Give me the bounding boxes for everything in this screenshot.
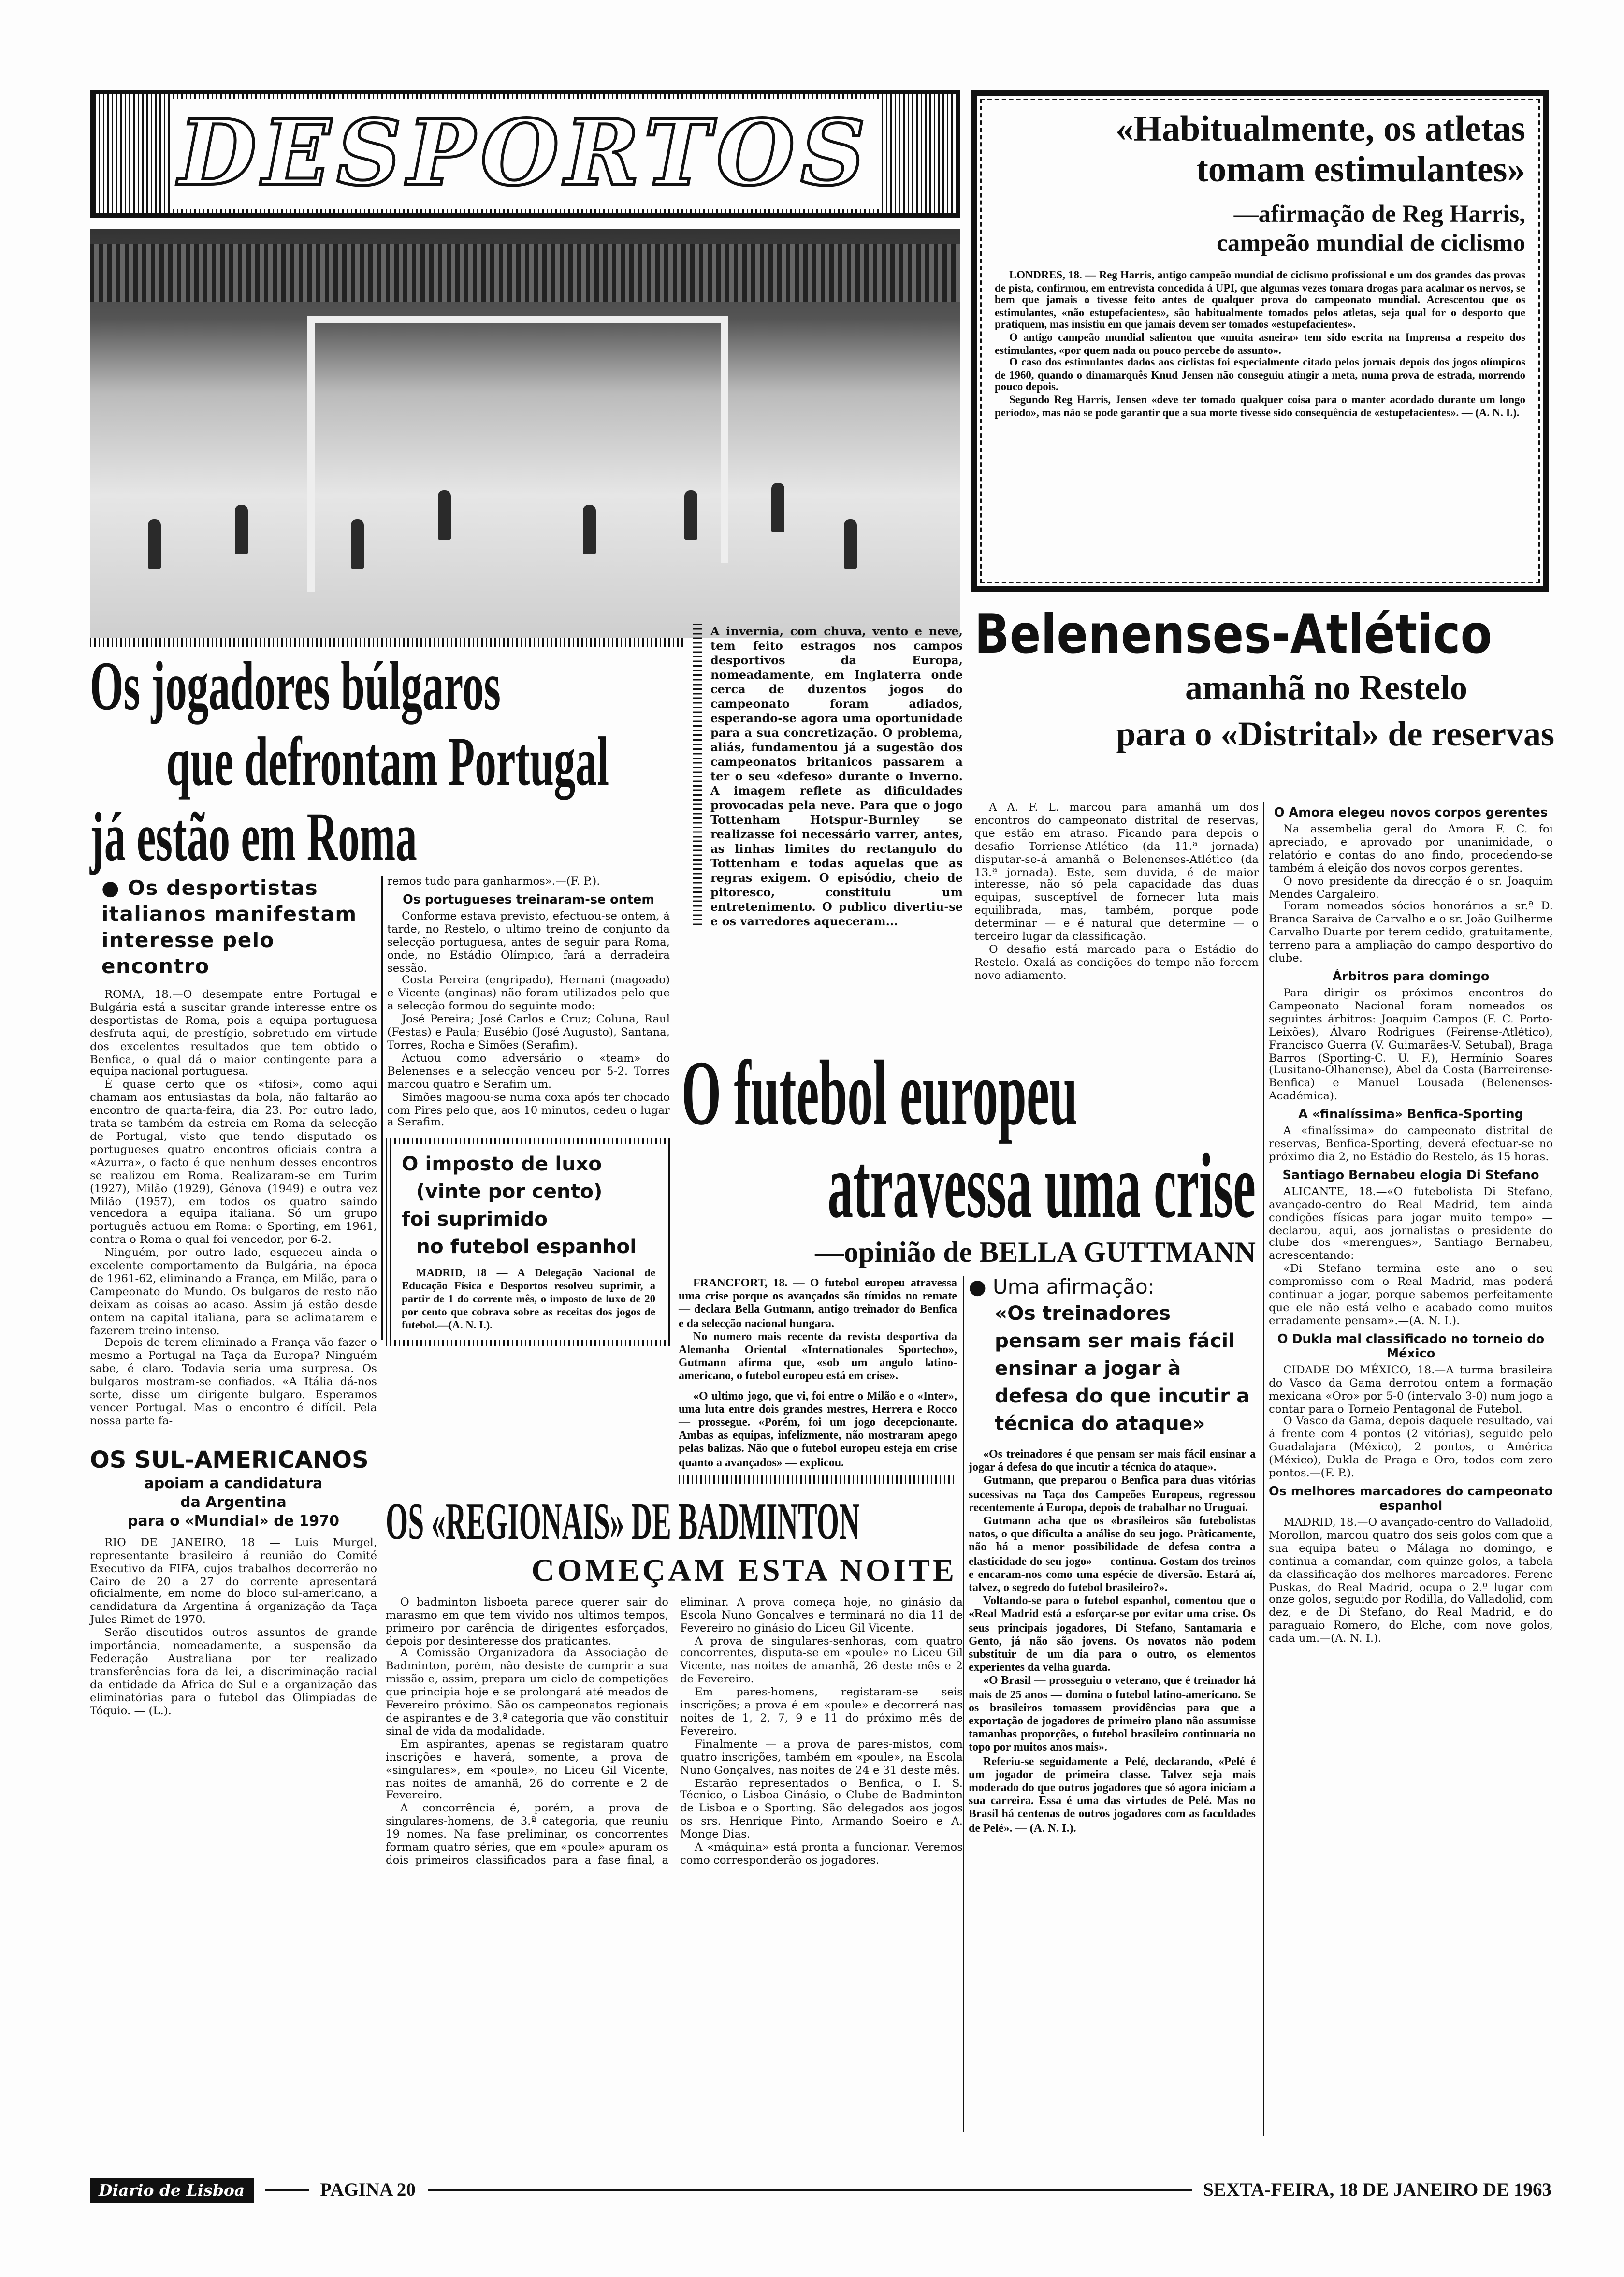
newspaper-logo: Diario de Lisboa	[90, 2178, 253, 2203]
guttmann-paragraph: «O Brasil — prosseguiu o veterano, que é treinador há mais de 25 anos — domina o futebol latino-americano. Se os brasileiros tomassem providências para que a exportação de jogadores de primeiro plano não assumisse tamanhas proporções, o futebol brasileiro continuaria no topo por muitos anos mais».	[969, 1674, 1256, 1754]
badminton-body	[386, 1597, 963, 1868]
guttmann-paragraph: No numero mais recente da revista desportiva da Alemanha Oriental «Internationales Sportecho», Gutmann afirma que, «sob um angulo latino-americano, o futebol europeu está em crise».	[679, 1329, 957, 1383]
badminton-paragraph: A prova de singulares-senhoras, com quatro concorrentes, disputa-se em «poule» no Liceu Gil Vicente, nas noites de amanhã, 26 deste mês e 2 de Fevereiro.	[680, 1634, 963, 1686]
marcadores-body: MADRID, 18.—O avançado-centro do Valladolid, Morollon, marcou quatro dos seis golos com que a sua equipa bateu o Málaga no domingo, e continua a comandar, com quinze golos, a tabela da classificação dos melhores marcadores. Ferenc Puskas, do Real Madrid, ocupa o 2.º lugar com onze golos, seguido por Rodilla, do Valladolid, com dez, e de Di Stefano, do Real Madrid, e do paraguaio Romero, do Elche, com nove golos, cada um.—(A. N. I.).	[1269, 1515, 1553, 1645]
treino-paragraph: Actuou como adversário o «team» do Belenenses e a selecção venceu por 5-2. Torres marcou quatro e Serafim um.	[387, 1051, 670, 1091]
guttmann-paragraph: Referiu-se seguidamente a Pelé, declarando, «Pelé é um jogador de primeira classe. Talvez seja mais moderado do que outros jogadores que só agora iniciam a sua carreira. Essa é uma das virtudes de Pelé. Mas no Brasil há centenas de outros jogadores com as faculdades de Pelé». — (A. N. I.).	[969, 1754, 1256, 1835]
guttmann-paragraph: «O ultimo jogo, que vi, foi entre o Milão e o «Inter», uma luta entre dois grandes mestres, Herrera e Rocco — prossegue. «Porém, foi um jogo decepcionante. Ambas as equipas, infelizmente, não mostraram apego pelas balizas. Não que o futebol europeu esteja em crise quanto a avançados» — explicou.	[679, 1388, 957, 1469]
right-column	[1269, 802, 1553, 1646]
bulgaros-headline-line: já estão em Roma	[90, 799, 417, 876]
finalissima-headline: A «finalíssima» Benfica-Sporting	[1298, 1108, 1523, 1123]
imposto-headline: O imposto de luxo	[402, 1153, 602, 1177]
guttmann-paragraph: «Os treinadores é que pensam ser mais fácil ensinar a jogar á defesa do que incutir a técnica do ataque».	[969, 1447, 1256, 1474]
imposto-headline: foi suprimido	[402, 1208, 548, 1232]
arbitros-body: Para dirigir os próximos encontros do Campeonato Nacional foram nomeados os seguintes árbitros: Joaquim Campos (F. C. Porto-Leixões), Álvaro Rodrigues (Feirense-Atlético), Francisco Guerra (V. Guimarães-V. Setubal), Braga Barros (Sporting-C. U. F.), Hermínio Soares (Lusitano-Olhanense), Abel da Costa (Barreirense-Benfica) e Manuel Lousada (Belenenses-Académica).	[1269, 986, 1553, 1103]
treino-paragraph: Costa Pereira (engripado), Hernani (magoado) e Vicente (anginas) não foram utilizados pelo que a selecção formou do seguinte modo:	[387, 974, 670, 1013]
bulgaros-paragraph: É quase certo que os «tifosi», como aqui chamam aos entusiastas da bola, não faltarão ao encontro de quarta-feira, dia 23. Por outro lado, trata-se também da estreia em Roma da selecção de Portugal, visto que tendo disputado os portugueses quatro encontros oficiais contra a «Azurra», o facto é que nenhum desses encontros se realizou em Roma. Realizaram-se em Turim (1927), Milão (1929), Génova (1949) e outra vez Milão (1957), em todos os quatro saindo vencedora a equipa italiana. Só um grupo português actuou em Roma: o Sporting, em 1961, contra o Roma o qual foi vencedor, por 6-2.	[90, 1078, 377, 1246]
page-footer	[90, 2175, 1552, 2204]
guttmann-paragraph: Gutmann, que preparou o Benfica para duas vitórias sucessivas na Taça dos Campeões Europeus, regressou recentemente á Europa, depois de trabalhar no Uruguai.	[969, 1474, 1256, 1514]
amora-headline: O Amora elegeu novos corpos gerentes	[1274, 806, 1548, 821]
imposto-box	[386, 1139, 671, 1346]
guttmann-subhead: —opinião de BELLA GUTTMANN	[815, 1237, 1256, 1269]
harris-subhead-1: —afirmação de Reg Harris,	[1233, 200, 1525, 228]
bulgaros-subhead: ● Os desportistas italianos manifestam interesse pelo encontro	[102, 877, 357, 979]
sulamericanos-headline: OS SUL-AMERICANOS	[90, 1445, 369, 1474]
bullet-icon: ●	[969, 1276, 993, 1299]
left-column	[90, 876, 377, 1718]
sulamericanos-subhead: para o «Mundial» de 1970	[127, 1514, 340, 1530]
guttmann-kicker: Uma afirmação:	[993, 1276, 1155, 1299]
belenenses-headline-1: Belenenses-Atlético	[974, 603, 1493, 666]
belenenses-headline-3: para o «Distrital» de reservas	[1116, 716, 1554, 754]
dukla-headline: O Dukla mal classificado no torneio do México	[1277, 1332, 1545, 1362]
guttmann-headline-line: atravessa uma crise	[827, 1134, 1256, 1237]
belenenses-headline-2: amanhã no Restelo	[1185, 670, 1467, 708]
imposto-headline: (vinte por cento)	[416, 1181, 603, 1204]
marcadores-headline: Os melhores marcadores do campeonato espanhol	[1269, 1485, 1553, 1514]
belenenses-column	[974, 802, 1259, 983]
harris-subhead-2: campeão mundial de ciclismo	[1217, 229, 1525, 257]
bulgaros-paragraph: Depois de terem eliminado a França vão fazer o mesmo a Portugal na Taça da Europa? Ninguém sabe, é claro. Todavia seria uma surpresa. Os bulgaros mostram-se confiados. «A Itália dá-nos sorte, disse um dirigente bulgaro. Esperamos vencer Portugal. Mas o encontro é difícil. Pela nossa parte fa-	[90, 1336, 377, 1427]
page-number: PAGINA 20	[320, 2178, 416, 2200]
dukla-paragraph: O Vasco da Gama, depois daquele resultado, vai á frente com 4 pontos (2 vitórias), seguido pelo Guadalajara (México), 2 pontos, o América (México), Dukla de Praga e Oro, todos com zero pontos.—(F. P.).	[1269, 1415, 1553, 1480]
harris-article	[972, 90, 1549, 592]
bernabeu-paragraph: ALICANTE, 18.—«O futebolista Di Stefano, avançado-centro do Real Madrid, tem ainda condições físicas para jogar muito tempo» — declarou, aqui, aos jornalistas o presidente do clube dos «merengues», Santiago Bernabeu, acrescentando:	[1269, 1184, 1553, 1263]
photo-caption: A invernia, com chuva, vento e neve, tem feito estragos nos campos desportivos da Europa, nomeadamente, em Inglaterra onde cerca de duzentos jogos do campeonato foram adiados, esperando-se agora uma oportunidade para a sua concretização. O problema, aliás, fundamentou já a sugestão dos campeonatos britanicos passarem a ter o seu «defeso» durante o Inverno. A imagem reflete as dificuldades provocadas pela neve. Para que o jogo Tottenham Hotspur-Burnley se realizasse foi necessário varrer, antes, as linhas limites do rectangulo do Tottenham e todas aquelas que as regras exigem. O episódio, cheio de pitoresco, constituiu um entretenimento. O publico divertiu-se e os varredores aqueceram...	[710, 624, 963, 928]
badminton-paragraph: A Comissão Organizadora da Associação de Badminton, porém, não desiste de cumprir a sua missão e, assim, prepara um ciclo de competições que principia hoje e se prolongará até meados de Fevereiro próximo. São os campeonatos regionais de aspirantes e de 3.ª categoria que vão constituir sinal de vida da modalidade.	[386, 1647, 668, 1737]
belenenses-paragraph: A A. F. L. marcou para amanhã um dos encontros do campeonato distrital de reservas, que estão em atraso. Ficando para depois o desafio Torriense-Atlético (da 11.ª jornada) disputar-se-á amanhã o Belenenses-Atlético (da 13.ª jornada). Este, sem duvida, é de maior interesse, não só pela capacidade das duas equipas, susceptível de fornecer luta mais equilibrada, mas, também, porque pode determinar — e é natural que determine — o terceiro lugar da classificação.	[974, 801, 1259, 943]
treino-column	[386, 876, 670, 1130]
bulgaros-paragraph: remos tudo para ganharmos».—(F. P.).	[387, 875, 600, 888]
imposto-body: MADRID, 18 — A Delegação Nacional de Educação Física e Desportos resolveu suprimir, a partir de 1 do corrente mês, o imposto de luxo de 20 por cento que cobrava sobre as receitas dos jogos de futebol.—(A. N. I.).	[402, 1266, 655, 1331]
treino-subhead: Os portugueses treinaram-se ontem	[403, 893, 654, 908]
bulgaros-headline	[90, 650, 674, 876]
sulamericanos-paragraph: Serão discutidos outros assuntos de grande importância, nomeadamente, a suspensão da Federação Australiana por ter realizado transferências fora da lei, a discriminação racial da entidade da Africa do Sul e a organização das eliminatórias para o futebol das Olimpíadas de Tóquio. — (L.).	[90, 1626, 377, 1717]
harris-paragraph: O caso dos estimulantes dados aos ciclistas foi especialmente citado pelos jornais depois dos jogos olímpicos de 1960, quando o dinamarquês Knud Jensen não conseguiu atingir a meta, numa prova de estrada, morrendo pouco depois.	[995, 355, 1525, 394]
treino-and-imposto	[386, 876, 670, 1346]
section-title: DESPORTOS	[170, 99, 880, 209]
issue-date: SEXTA-FEIRA, 18 DE JANEIRO DE 1963	[1203, 2178, 1552, 2200]
finalissima-body: A «finalíssima» do campeonato distrital de reservas, Benfica-Sporting, deverá efectuar-se no próximo dia 2, no Estádio do Restelo, ás 15 horas.	[1269, 1124, 1553, 1163]
bulgaros-headline-line: Os jogadores búlgaros	[90, 648, 501, 725]
badminton-paragraph: O badminton lisboeta parece querer sair do marasmo em que tem vivido nos ultimos tempos, primeiro por carência de dirigentes esforçados, depois por desinteresse dos praticantes.	[386, 1595, 668, 1647]
guttmann-quote: «Os treinadores pensam ser mais fácil ensinar a jogar à defesa do que incutir a técnica do ataque»	[995, 1302, 1250, 1436]
guttmann-paragraph: Voltando-se para o futebol espanhol, comentou que o «Real Madrid está a esforçar-se por evitar uma crise. Os seus principais jogadores, Di Stefano, Santamaria e Gento, já não são jovens. Os novatos não podem substituir de um dia para o outro, os elementos experientes da velha guarda.	[969, 1594, 1256, 1674]
harris-paragraph: Segundo Reg Harris, Jensen «deve ter tomado qualquer coisa para o manter acordado durante um longo período», mas não se pode garantir que a sua morte tivesse sido consequência de «estupefacientes». — (A. N. I.).	[995, 393, 1525, 419]
middle-region	[386, 876, 963, 1868]
section-masthead	[90, 90, 960, 218]
arbitros-headline: Árbitros para domingo	[1332, 970, 1490, 985]
harris-paragraph: LONDRES, 18. — Reg Harris, antigo campeão mundial de ciclismo profissional e um dos grandes das provas de pista, confirmou, em entrevista concedida á UPI, que algumas vezes tomara drogas para acalmar os nervos, se bem que jamais o tivesse feito antes de qualquer prova do campeonato mundial. Acrescentou que os estimulantes, «não estupefacientes», são habitualmente tomados pelos atletas, seja qual for o desporto que pratiquem, mas insistiu em que jamais devem ser tomados «estupefacientes».	[995, 268, 1525, 332]
amora-paragraph: O novo presidente da direcção é o sr. Joaquim Mendes Cargaleiro.	[1269, 874, 1553, 900]
sulamericanos-paragraph: RIO DE JANEIRO, 18 — Luis Murgel, representante brasileiro á reunião do Comité Executivo da FIFA, cujos trabalhos decorrerão no Cairo de 20 a 27 do corrente apresentará oficialmente, em nome do bloco sul-americano, a candidatura da Argentina á organização da Taça Jules Rimet de 1970.	[90, 1535, 377, 1626]
badminton-paragraph: A concorrência é, porém, a prova de singulares-homens, de 3.ª categoria, que reuniu 19 nomes. Na fase preliminar, os concorrentes formam quatro séries, que em «poule» apuram os dois primeiros classificados para a fase final, a eliminar. A prova começa hoje, no ginásio da Escola Nuno Gonçalves e terminará no dia 11 de Fevereiro no ginásio do Liceu Gil Vicente.	[386, 1595, 963, 1867]
harris-headline-1: «Habitualmente, os atletas	[1116, 110, 1525, 149]
guttmann-paragraph: Gutmann acha que os «brasileiros são futebolistas natos, o que dificulta a análise do seu jogo. Pràticamente, não há a menor possibilidade de defesa contra a elasticidade do seu jogo» — continua. Gostam dos treinos e encaram-nos como uma espécie de diversão. Estará aí, talvez, o segredo do futebol brasileiro?».	[969, 1514, 1256, 1594]
amora-paragraph: Foram nomeados sócios honorários a sr.ª D. Branca Saraiva de Carvalho e o sr. João Guilherme Carvalho Duarte por terem cedido, gratuitamente, terreno para a ampliação do campo desportivo do clube.	[1269, 900, 1553, 965]
harris-headline-2: tomam estimulantes»	[1196, 151, 1525, 190]
snow-football-photo	[90, 229, 960, 638]
bulgaros-paragraph: Ninguém, por outro lado, esqueceu ainda o excelente comportamento da Bulgária, na época de 1961-62, eliminando a França, em Milão, para o Campeonato do Mundo. Os bulgaros de resto não deixam as coisas ao acaso. Assim já estão desde ontem na capital italiana, para se aclimatarem e fazerem treino intenso.	[90, 1246, 377, 1337]
treino-paragraph: Conforme estava previsto, efectuou-se ontem, á tarde, no Restelo, o ultimo treino de conjunto da selecção portuguesa, antes de seguir para Roma, onde, no Estádio Olímpico, fará a derradeira sessão.	[387, 909, 670, 974]
guttmann-headline-line: O futebol europeu	[682, 1041, 1078, 1144]
sulamericanos-article	[90, 1445, 377, 1718]
bernabeu-paragraph: «Di Stefano termina este ano o seu compromisso com o Real Madrid, mas poderá continuar a jogar, porque sabemos perfeitamente que ele não está velho e acabado como muitos erradamente pensam».—(A. N. I.).	[1269, 1262, 1553, 1327]
badminton-subheadline: COMEÇAM ESTA NOITE	[531, 1551, 957, 1588]
guttmann-column-2	[969, 1276, 1256, 1835]
guttmann-paragraph: FRANCFORT, 18. — O futebol europeu atravessa uma crise porque os avançados são tímidos no remate — declara Bella Gutmann, antigo treinador do Benfica e da selecção nacional hungara.	[679, 1276, 957, 1329]
sulamericanos-subhead: da Argentina	[180, 1495, 287, 1511]
imposto-headline: no futebol espanhol	[416, 1236, 637, 1259]
badminton-paragraph: Finalmente — a prova de pares-mistos, com quatro inscrições, também em «poule», na Escola Nuno Gonçalves, nas noites de 24 e 31 deste mês.	[680, 1737, 963, 1776]
belenenses-paragraph: O desafio está marcado para o Estádio do Restelo. Oxalá as condições do tempo não forcem novo adiamento.	[974, 942, 1259, 982]
badminton-headline: OS «REGIONAIS» DE BADMINTON	[386, 1492, 860, 1550]
bulgaros-left-column	[90, 876, 377, 1428]
treino-paragraph: Simões magoou-se numa coxa após ter chocado com Pires pelo que, aos 10 minutos, cedeu o lugar a Serafim.	[387, 1090, 670, 1129]
bulgaros-headline-line: que defrontam Portugal	[166, 724, 609, 801]
badminton-paragraph: Estarão representados o Benfica, o I. S. Técnico, o Lisboa Ginásio, o Clube de Badminton de Lisboa e o Sporting. São delegados aos jogos os srs. Henrique Pinto, Armando Soeiro e A. Monge Dias.	[680, 1776, 963, 1841]
amora-paragraph: Na assembelia geral do Amora F. C. foi apreciado, e aprovado por unanimidade, o relatório e contas do ano findo, procedendo-se também á eleição dos novos corpos gerentes.	[1269, 822, 1553, 875]
bernabeu-headline: Santiago Bernabeu elogia Di Stefano	[1282, 1168, 1539, 1183]
treino-paragraph: José Pereira; José Carlos e Cruz; Coluna, Raul (Festas) e Paula; Eusébio (José Augusto), Santana, Torres, Rocha e Simões (Serafim).	[387, 1012, 670, 1051]
badminton-paragraph: Em pares-homens, registaram-se seis inscrições; a prova é em «poule» e decorrerá nas noites de 1, 2, 7, 9 e 11 do próximo mês de Fevereiro.	[680, 1685, 963, 1737]
badminton-paragraph: A «máquina» está pronta a funcionar. Veremos como corresponderão os jogadores.	[680, 1840, 963, 1867]
bulgaros-paragraph: ROMA, 18.—O desempate entre Portugal e Bulgária está a suscitar grande interesse entre os desportistas de Roma, pois a equipa portuguesa desfruta aqui, de prestígio, sobretudo em virtude dos excelentes resultados que tem obtido o Benfica, o qual dá o maior contingente para a equipa nacional portuguesa.	[90, 988, 377, 1079]
harris-paragraph: O antigo campeão mundial salientou que «muita asneira» tem sido escrita na Imprensa a respeito dos estimulantes, «por quem nada ou pouco percebe do assunto».	[995, 330, 1525, 356]
bulgaros-subhead-text: Os desportistas italianos manifestam interesse pelo encontro	[102, 877, 357, 979]
dukla-paragraph: CIDADE DO MÉXICO, 18.—A turma brasileira do Vasco da Gama derrotou ontem a formação mexicana «Oro» por 5-0 (intervalo 3-0) num jogo a contar para o Torneio Pentagonal de Futebol.	[1269, 1363, 1553, 1415]
badminton-paragraph: Em aspirantes, apenas se registaram quatro inscrições e haverá, somente, a prova de «singulares», em «poule», no Liceu Gil Vicente, nas noites de amanhã, 26 do corrente e 2 de Fevereiro.	[386, 1737, 668, 1802]
guttmann-column-1	[679, 1276, 957, 1484]
belenenses-headline	[974, 603, 1554, 760]
sulamericanos-subhead: apoiam a candidatura	[144, 1476, 323, 1492]
